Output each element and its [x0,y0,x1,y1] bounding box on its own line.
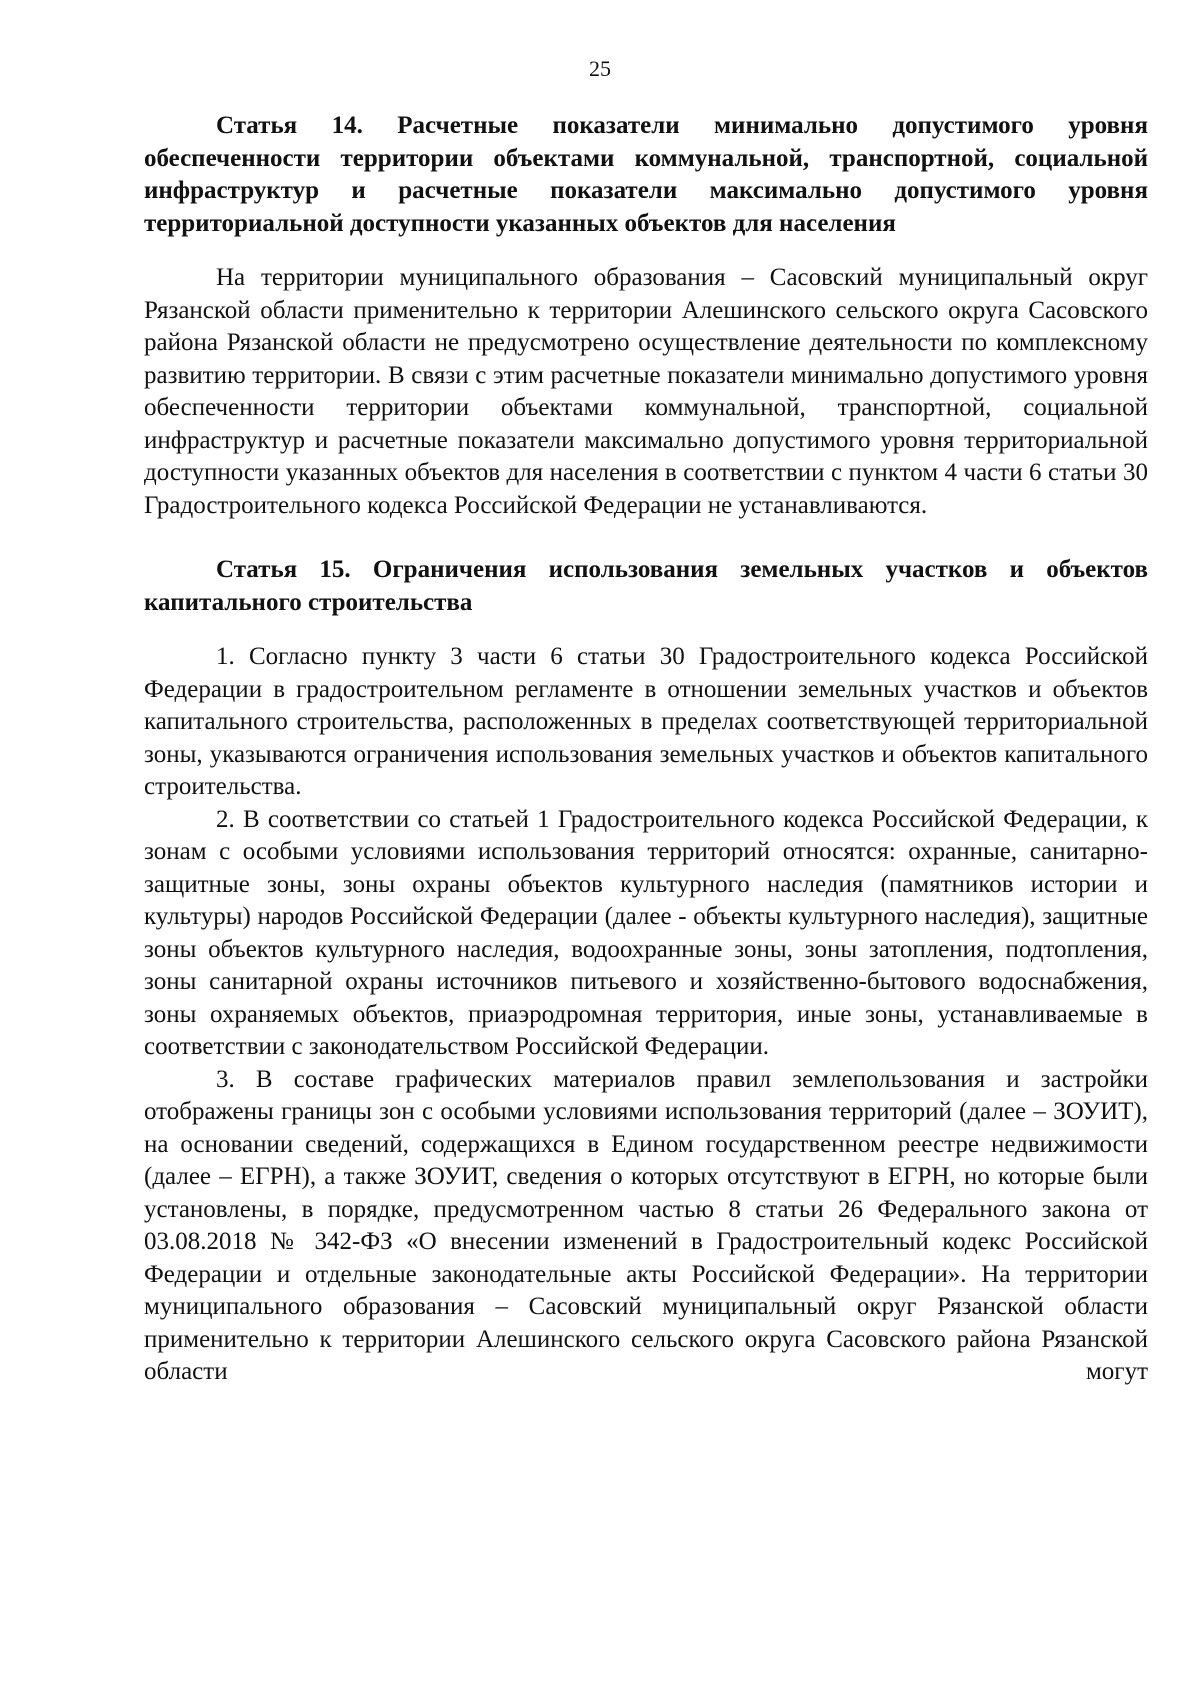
article-15 [144,554,1148,1389]
article-14 [144,110,1148,522]
article-15-heading: Статья 15. Ограничения использования земельных участков и объектов капитального строительства [144,556,1148,616]
article-15-paragraph-2: 2. В соответствии со статьей 1 Градостроительного кодекса Российской Федерации, к зонам с особыми условиями использования территорий относятся: охранные, санитарно-защитные зоны, зоны охраны объектов культурного наследия (памятников истории и культуры) народов Российской Федерации (далее - объекты культурного наследия), защитные зоны объектов культурного наследия, водоохранные зоны, зоны затопления, подтопления, зоны санитарной охраны источников питьевого и хозяйственно-бытового водоснабжения, зоны охраняемых объектов, приаэродромная территория, иные зоны, устанавливаемые в соответствии с законодательством Российской Федерации. [144,805,1148,1060]
article-14-heading: Статья 14. Расчетные показатели минимально допустимого уровня обеспеченности территории объектами коммунальной, транспортной, социальной инфраструктур и расчетные показатели максимально допустимого уровня территориальной доступности указанных объектов для населения [144,112,1148,237]
article-14-paragraph-1: На территории муниципального образования – Сасовский муниципальный округ Рязанской области применительно к территории Алешинского сельского округа Сасовского района Рязанской области не предусмотрено осуществление деятельности по комплексному развитию территории. В связи с этим расчетные показатели минимально допустимого уровня обеспеченности территории объектами коммунальной, транспортной, социальной инфраструктур и расчетные показатели максимально допустимого уровня территориальной доступности указанных объектов для населения в соответствии с пунктом 4 части 6 статьи 30 Градостроительного кодекса Российской Федерации не устанавливаются. [144,264,1148,519]
page-number: 25 [589,56,611,81]
document-body [144,110,1148,1389]
article-15-paragraph-1: 1. Согласно пункту 3 части 6 статьи 30 Градостроительного кодекса Российской Федерации в градостроительном регламенте в отношении земельных участков и объектов капитального строительства, расположенных в пределах соответствующей территориальной зоны, указываются ограничения использования земельных участков и объектов капитального строительства. [144,643,1148,800]
article-15-paragraph-3: 3. В составе графических материалов правил землепользования и застройки отображены границы зон с особыми условиями использования территорий (далее – ЗОУИТ), на основании сведений, содержащихся в Едином государственном реестре недвижимости (далее – ЕГРН), а также ЗОУИТ, сведения о которых отсутствуют в ЕГРН, но которые были установлены, в порядке, предусмотренном частью 8 статьи 26 Федерального закона от 03.08.2018 № 342-ФЗ «О внесении изменений в Градостроительный кодекс Российской Федерации и отдельные законодательные акты Российской Федерации». На территории муниципального образования – Сасовский муниципальный округ Рязанской области применительно к территории Алешинского сельского округа Сасовского района Рязанской области могут [144,1065,1148,1385]
